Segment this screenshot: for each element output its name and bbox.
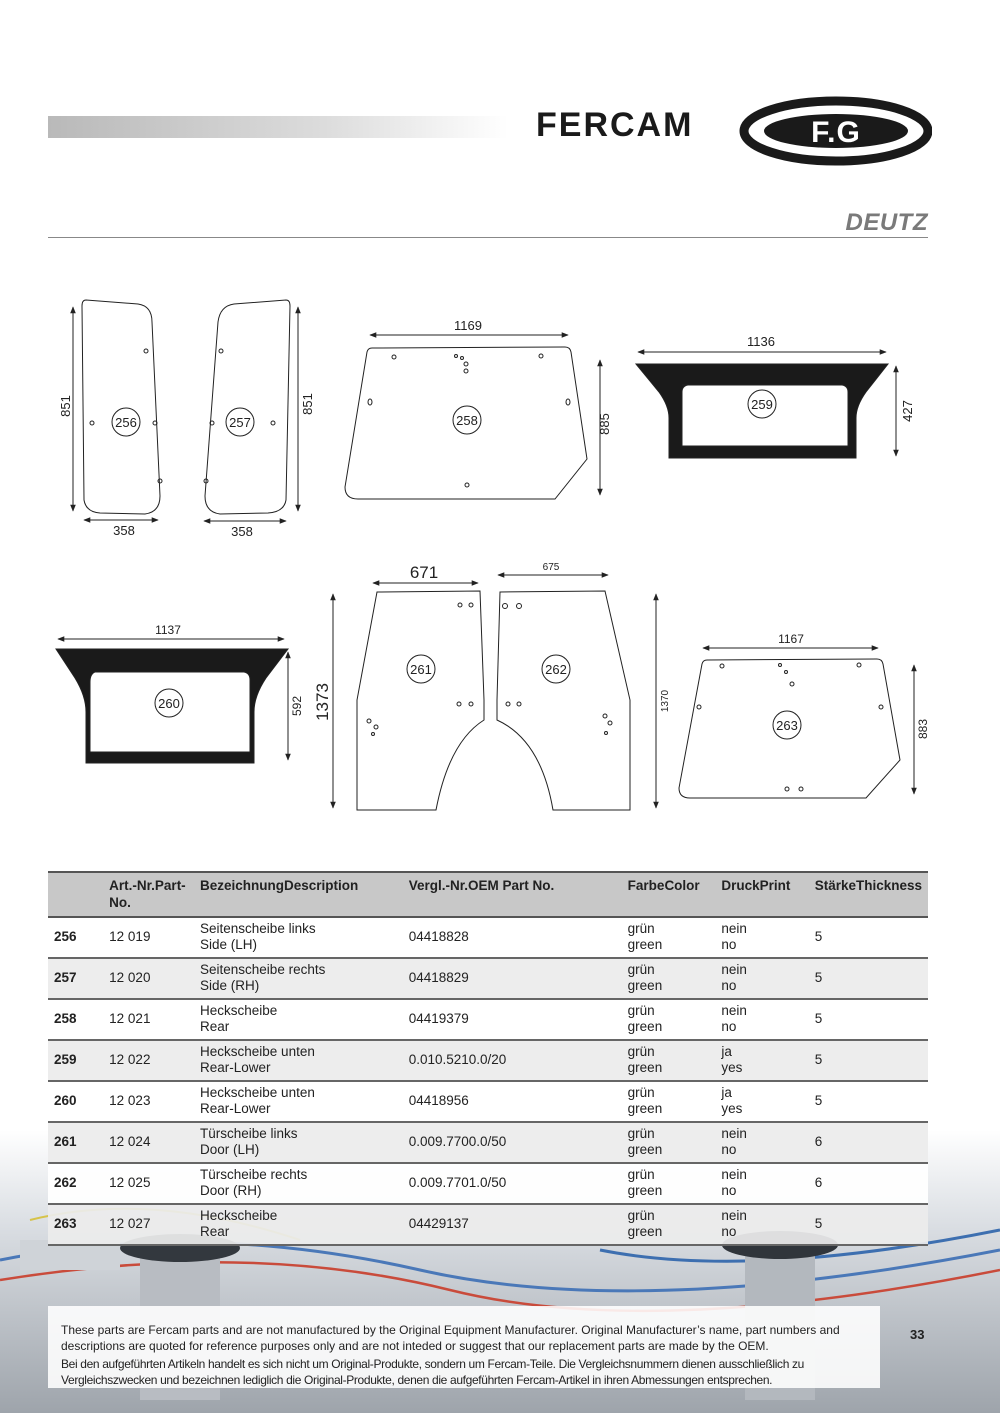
dim-height-261: 1373 — [313, 683, 332, 721]
table-header-row — [48, 872, 928, 917]
brand-mark: F.G — [811, 116, 861, 149]
brand-logo — [536, 96, 932, 166]
cell-description — [194, 1081, 403, 1122]
cell-description-line: Rear — [200, 1224, 230, 1239]
table-row — [48, 1122, 928, 1163]
dim-width-261: 671 — [409, 563, 439, 582]
dim-width-260: 1137 — [155, 623, 181, 637]
header-thickness: StärkeThickness — [809, 872, 928, 917]
cell-color-line: grün — [627, 1003, 655, 1018]
cell-print-line: nein — [721, 921, 747, 936]
glass-262-outline — [497, 591, 630, 810]
cell-art-nr: 12 021 — [103, 999, 194, 1040]
cell-print — [715, 999, 808, 1040]
header-description: BezeichnungDescription — [194, 872, 403, 917]
cell-color-line: green — [627, 1142, 663, 1157]
cell-color-line: green — [627, 1101, 663, 1116]
cell-description — [194, 1204, 403, 1245]
cell-oem: 04429137 — [403, 1204, 622, 1245]
table-row — [48, 1040, 928, 1081]
cell-description — [194, 1163, 403, 1204]
cell-print-line: no — [721, 1224, 737, 1239]
disclaimer-german: Bei den aufgeführten Artikeln handelt es sich nicht um Original-Produkte, sondern um Fercam-Teile. Die Vergleichsnummern dienen ausschließlich zu Vergleichszwecken und bezeichnen lediglich die Original-Produkte, denen die aufgeführten Fercam-Artikel in ihren Abmessungen entsprechen. — [61, 1357, 804, 1387]
cell-print-line: no — [721, 1142, 737, 1157]
cell-color-line: grün — [627, 1126, 655, 1141]
cell-print — [715, 1204, 808, 1245]
dim-height-259: 427 — [900, 400, 915, 422]
cell-color-line: green — [627, 1183, 663, 1198]
cell-color — [622, 958, 716, 999]
cell-thickness: 5 — [809, 1040, 928, 1081]
cell-description-line: Seitenscheibe links — [200, 921, 316, 936]
cell-description-line: Rear-Lower — [200, 1101, 271, 1116]
cell-description-line: Heckscheibe — [200, 1208, 278, 1223]
cell-print-line: ja — [721, 1085, 732, 1100]
cell-color — [622, 1122, 716, 1163]
cell-art-nr: 12 024 — [103, 1122, 194, 1163]
cell-oem: 0.010.5210.0/20 — [403, 1040, 622, 1081]
cell-oem: 0.009.7701.0/50 — [403, 1163, 622, 1204]
cell-print — [715, 958, 808, 999]
cell-print-line: nein — [721, 1126, 747, 1141]
cell-print-line: nein — [721, 1003, 747, 1018]
cell-description-line: Side (LH) — [200, 937, 258, 952]
cell-description-line: Seitenscheibe rechts — [200, 962, 326, 977]
cell-color-line: grün — [627, 1208, 655, 1223]
cell-print-line: nein — [721, 1208, 747, 1223]
cell-description-line: Türscheibe links — [200, 1126, 298, 1141]
cell-description-line: Heckscheibe unten — [200, 1085, 315, 1100]
cell-color-line: grün — [627, 921, 655, 936]
cell-color-line: grün — [627, 1167, 655, 1182]
cell-color-line: green — [627, 978, 663, 993]
cell-description — [194, 1122, 403, 1163]
cell-color — [622, 917, 716, 958]
cell-print — [715, 1040, 808, 1081]
cell-description-line: Side (RH) — [200, 978, 260, 993]
callout-label-259: 259 — [751, 397, 773, 412]
cell-print-line: no — [721, 1183, 737, 1198]
cell-color-line: grün — [627, 962, 655, 977]
dim-height-257: 851 — [300, 393, 315, 415]
callout-label-261: 261 — [410, 662, 432, 677]
callout-label-263: 263 — [776, 718, 798, 733]
cell-thickness: 6 — [809, 1122, 928, 1163]
technical-drawings — [0, 280, 1000, 840]
cell-pos: 259 — [48, 1040, 103, 1081]
disclaimer — [48, 1306, 880, 1388]
cell-color — [622, 1163, 716, 1204]
cell-color — [622, 999, 716, 1040]
cell-art-nr: 12 023 — [103, 1081, 194, 1122]
cell-print-line: no — [721, 937, 737, 952]
dim-height-263: 883 — [916, 718, 930, 740]
dim-height-260: 592 — [290, 695, 304, 717]
table-row — [48, 1163, 928, 1204]
cell-description-line: Heckscheibe — [200, 1003, 278, 1018]
cell-thickness: 5 — [809, 1081, 928, 1122]
cell-pos: 261 — [48, 1122, 103, 1163]
cell-pos: 257 — [48, 958, 103, 999]
header-print: DruckPrint — [715, 872, 808, 917]
callout-label-257: 257 — [229, 415, 251, 430]
cell-color-line: green — [627, 1224, 663, 1239]
cell-description — [194, 958, 403, 999]
table-row — [48, 999, 928, 1040]
cell-print-line: yes — [721, 1060, 743, 1075]
callout-label-258: 258 — [456, 413, 478, 428]
table-row — [48, 1204, 928, 1245]
section-title: DEUTZ — [845, 209, 928, 236]
page-number: 33 — [910, 1327, 925, 1342]
header-pos — [48, 872, 103, 917]
cell-description-line: Door (RH) — [200, 1183, 262, 1198]
glass-257-outline — [205, 300, 290, 514]
table-row — [48, 917, 928, 958]
cell-art-nr: 12 027 — [103, 1204, 194, 1245]
parts-table — [48, 871, 928, 1246]
callout-label-256: 256 — [115, 415, 137, 430]
cell-thickness: 5 — [809, 1204, 928, 1245]
cell-print-line: yes — [721, 1101, 743, 1116]
cell-color-line: green — [627, 1019, 663, 1034]
cell-print — [715, 1122, 808, 1163]
dim-width-257: 358 — [231, 524, 253, 539]
header-gradient-bar — [48, 116, 508, 138]
dim-width-258: 1169 — [454, 318, 482, 333]
cell-print — [715, 1081, 808, 1122]
cell-oem: 04418828 — [403, 917, 622, 958]
cell-description-line: Heckscheibe unten — [200, 1044, 315, 1059]
cell-print-line: nein — [721, 1167, 747, 1182]
table-row — [48, 1081, 928, 1122]
dim-width-263: 1167 — [778, 632, 804, 646]
cell-description-line: Rear — [200, 1019, 230, 1034]
dim-height-258: 885 — [597, 413, 612, 435]
cell-print — [715, 917, 808, 958]
cell-art-nr: 12 025 — [103, 1163, 194, 1204]
cell-description — [194, 917, 403, 958]
cell-pos: 262 — [48, 1163, 103, 1204]
dim-width-259: 1136 — [747, 334, 775, 349]
cell-pos: 260 — [48, 1081, 103, 1122]
dim-height-262: 1370 — [660, 689, 671, 713]
cell-print-line: no — [721, 1019, 737, 1034]
header-oem: Vergl.-Nr.OEM Part No. — [403, 872, 622, 917]
dim-height-256: 851 — [58, 395, 73, 417]
cell-art-nr: 12 020 — [103, 958, 194, 999]
section-divider — [48, 237, 928, 238]
header-art-nr: Art.-Nr.Part-No. — [103, 872, 194, 917]
cell-color-line: grün — [627, 1044, 655, 1059]
cell-thickness: 6 — [809, 1163, 928, 1204]
cell-print-line: nein — [721, 962, 747, 977]
brand-name: FERCAM — [536, 106, 694, 144]
glass-261-outline — [357, 591, 484, 810]
cell-art-nr: 12 019 — [103, 917, 194, 958]
cell-thickness: 5 — [809, 999, 928, 1040]
cell-description — [194, 999, 403, 1040]
cell-color-line: green — [627, 1060, 663, 1075]
cell-description-line: Rear-Lower — [200, 1060, 271, 1075]
cell-oem: 0.009.7700.0/50 — [403, 1122, 622, 1163]
cell-thickness: 5 — [809, 917, 928, 958]
callout-label-262: 262 — [545, 662, 567, 677]
cell-pos: 258 — [48, 999, 103, 1040]
cell-print-line: ja — [721, 1044, 732, 1059]
dim-width-262: 675 — [542, 562, 560, 573]
cell-color — [622, 1040, 716, 1081]
cell-print — [715, 1163, 808, 1204]
cell-description-line: Türscheibe rechts — [200, 1167, 308, 1182]
cell-art-nr: 12 022 — [103, 1040, 194, 1081]
cell-description — [194, 1040, 403, 1081]
callout-label-260: 260 — [158, 696, 180, 711]
cell-color-line: green — [627, 937, 663, 952]
cell-pos: 256 — [48, 917, 103, 958]
table-row — [48, 958, 928, 999]
cell-oem: 04419379 — [403, 999, 622, 1040]
cell-print-line: no — [721, 978, 737, 993]
cell-thickness: 5 — [809, 958, 928, 999]
cell-color — [622, 1204, 716, 1245]
header-color: FarbeColor — [622, 872, 716, 917]
cell-oem: 04418829 — [403, 958, 622, 999]
cell-pos: 263 — [48, 1204, 103, 1245]
dim-width-256: 358 — [113, 523, 135, 538]
cell-color-line: grün — [627, 1085, 655, 1100]
cell-oem: 04418956 — [403, 1081, 622, 1122]
cell-color — [622, 1081, 716, 1122]
cell-description-line: Door (LH) — [200, 1142, 260, 1157]
disclaimer-english: These parts are Fercam parts and are not manufactured by the Original Equipment Manufacturer. Original Manufacturer’s name, part numbers and descriptions are quoted for reference purposes only and are not inteded or suggest that our replacement parts are made by the OEM. — [61, 1323, 840, 1353]
glass-256-outline — [82, 300, 160, 514]
